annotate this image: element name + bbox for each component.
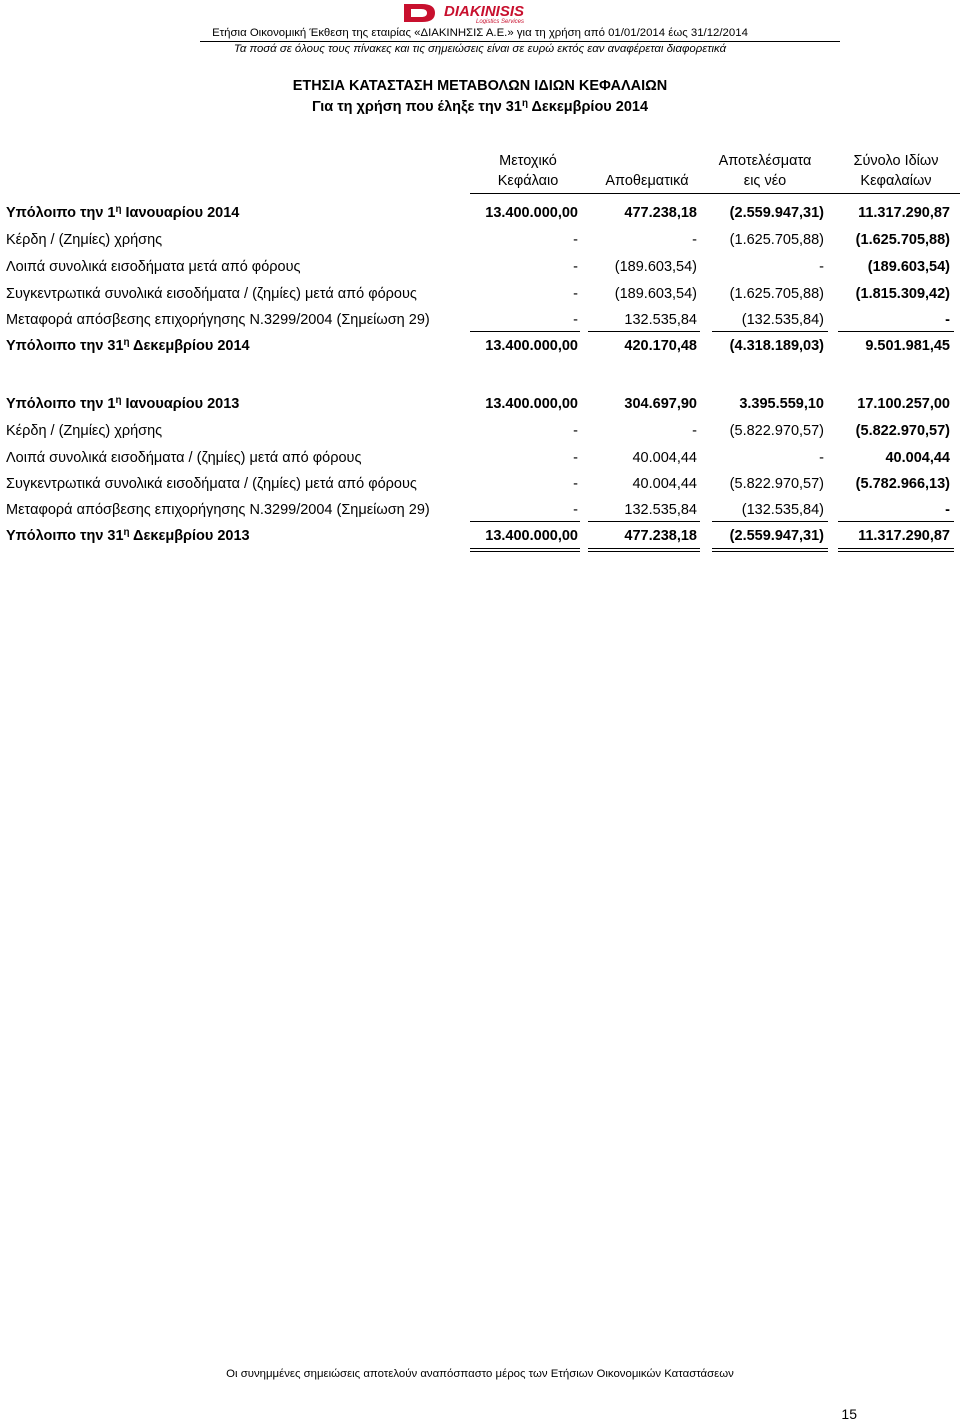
total-underline bbox=[712, 548, 828, 549]
cell-share-capital: - bbox=[573, 259, 578, 275]
cell-retained-earnings: - bbox=[819, 259, 824, 275]
total-underline bbox=[588, 548, 700, 549]
cell-share-capital: - bbox=[573, 423, 578, 439]
row-label: Υπόλοιπο την $31^\eta$ Δεκεμβρίου 2014 bbox=[6, 337, 250, 354]
cell-reserves: 132.535,84 bbox=[624, 502, 697, 518]
logo-wordmark: DIAKINISIS bbox=[444, 3, 525, 20]
row-label: Κέρδη / (Ζημίες) χρήσης bbox=[6, 232, 163, 248]
row-label: Υπόλοιπο την $1^\eta$ Ιανουαρίου 2013 bbox=[6, 395, 240, 412]
table-row bbox=[0, 474, 960, 494]
total-underline bbox=[588, 551, 700, 552]
row-label: Συγκεντρωτικά συνολικά εισοδήματα / (ζημίες) μετά από φόρους bbox=[6, 286, 417, 302]
cell-share-capital: - bbox=[573, 232, 578, 248]
cell-retained-earnings: (1.625.705,88) bbox=[729, 286, 824, 302]
cell-reserves: 40.004,44 bbox=[632, 450, 697, 466]
total-underline bbox=[470, 548, 580, 549]
cell-total-equity: (1.815.309,42) bbox=[855, 286, 950, 302]
cell-total-equity: - bbox=[945, 502, 950, 518]
cell-reserves: (189.603,54) bbox=[614, 286, 697, 302]
row-label: Συγκεντρωτικά συνολικά εισοδήματα / (ζημίες) μετά από φόρους bbox=[6, 476, 417, 492]
table-row bbox=[0, 230, 960, 250]
table-row bbox=[0, 394, 960, 414]
cell-share-capital: 13.400.000,00 bbox=[485, 338, 578, 354]
cell-reserves: 40.004,44 bbox=[632, 476, 697, 492]
subtotal-rule bbox=[588, 521, 700, 522]
cell-retained-earnings: (2.559.947,31) bbox=[729, 205, 824, 221]
total-underline bbox=[470, 551, 580, 552]
cell-reserves: - bbox=[692, 423, 697, 439]
row-label: Λοιπά συνολικά εισοδήματα μετά από φόρους bbox=[6, 259, 301, 275]
row-label: Λοιπά συνολικά εισοδήματα / (ζημίες) μετά από φόρους bbox=[6, 450, 362, 466]
col-header-share-capital: Μετοχικό Κεφάλαιο bbox=[497, 153, 559, 189]
row-label: Μεταφορά απόσβεσης επιχορήγησης Ν.3299/2004 (Σημείωση 29) bbox=[6, 502, 430, 518]
row-label: Μεταφορά απόσβεσης επιχορήγησης Ν.3299/2004 (Σημείωση 29) bbox=[6, 312, 430, 328]
subtotal-rule bbox=[712, 521, 828, 522]
cell-retained-earnings: (2.559.947,31) bbox=[729, 528, 824, 544]
logo-tagline: Logistics Services bbox=[476, 19, 525, 24]
statement-title: ΕΤΗΣΙΑ ΚΑΤΑΣΤΑΣΗ ΜΕΤΑΒΟΛΩΝ ΙΔΙΩΝ ΚΕΦΑΛΑΙΩΝ bbox=[292, 78, 668, 94]
total-underline bbox=[838, 551, 954, 552]
cell-share-capital: - bbox=[573, 450, 578, 466]
table-row bbox=[0, 448, 960, 468]
cell-retained-earnings: (5.822.970,57) bbox=[729, 476, 824, 492]
total-underline bbox=[838, 548, 954, 549]
subtotal-rule bbox=[470, 521, 580, 522]
cell-retained-earnings: 3.395.559,10 bbox=[739, 396, 824, 412]
table-row bbox=[0, 203, 960, 223]
cell-share-capital: 13.400.000,00 bbox=[485, 396, 578, 412]
subtotal-rule bbox=[838, 331, 954, 332]
cell-reserves: 420.170,48 bbox=[624, 338, 697, 354]
subtotal-rule bbox=[838, 521, 954, 522]
cell-total-equity: (189.603,54) bbox=[867, 259, 950, 275]
diakinisis-logo bbox=[402, 2, 562, 24]
subtotal-rule bbox=[712, 331, 828, 332]
cell-total-equity: (5.822.970,57) bbox=[855, 423, 950, 439]
table-row bbox=[0, 284, 960, 304]
row-label: Υπόλοιπο την $1^\eta$ Ιανουαρίου 2014 bbox=[6, 204, 240, 221]
header-underline bbox=[470, 193, 960, 194]
cell-share-capital: 13.400.000,00 bbox=[485, 205, 578, 221]
cell-reserves: 304.697,90 bbox=[624, 396, 697, 412]
col-header-total-equity: Σύνολο Ιδίων Κεφαλαίων bbox=[853, 153, 939, 189]
page-footer-note: Οι συνημμένες σημειώσεις αποτελούν αναπόσπαστο μέρος των Ετήσιων Οικονομικών Καταστάσεων bbox=[226, 1368, 734, 1380]
cell-total-equity: 11.317.290,87 bbox=[858, 205, 950, 221]
table-row bbox=[0, 336, 960, 356]
cell-retained-earnings: - bbox=[819, 450, 824, 466]
subtotal-rule bbox=[470, 331, 580, 332]
table-row bbox=[0, 500, 960, 520]
table-row bbox=[0, 257, 960, 277]
col-header-reserves: Αποθεματικά bbox=[605, 173, 689, 189]
row-label: Υπόλοιπο την $31^\eta$ Δεκεμβρίου 2013 bbox=[6, 527, 250, 544]
cell-total-equity: 40.004,44 bbox=[885, 450, 950, 466]
cell-retained-earnings: (4.318.189,03) bbox=[729, 338, 824, 354]
cell-share-capital: - bbox=[573, 312, 578, 328]
cell-total-equity: - bbox=[945, 312, 950, 328]
cell-share-capital: - bbox=[573, 286, 578, 302]
cell-retained-earnings: (5.822.970,57) bbox=[729, 423, 824, 439]
cell-share-capital: - bbox=[573, 476, 578, 492]
cell-retained-earnings: (132.535,84) bbox=[741, 312, 824, 328]
table-row bbox=[0, 526, 960, 546]
cell-share-capital: - bbox=[573, 502, 578, 518]
statement-subtitle: Για τη χρήση που έληξε την $31^\eta$ Δεκεμβρίου 2014 bbox=[311, 98, 649, 115]
cell-share-capital: 13.400.000,00 bbox=[485, 528, 578, 544]
subtotal-rule bbox=[588, 331, 700, 332]
row-label: Κέρδη / (Ζημίες) χρήσης bbox=[6, 423, 163, 439]
cell-reserves: 132.535,84 bbox=[624, 312, 697, 328]
cell-reserves: 477.238,18 bbox=[624, 528, 697, 544]
cell-reserves: (189.603,54) bbox=[614, 259, 697, 275]
cell-total-equity: (1.625.705,88) bbox=[855, 232, 950, 248]
cell-total-equity: 17.100.257,00 bbox=[857, 396, 950, 412]
table-row bbox=[0, 421, 960, 441]
table-row bbox=[0, 310, 960, 330]
col-header-retained-earnings: Αποτελέσματα εις νέο bbox=[718, 153, 812, 189]
cell-reserves: 477.238,18 bbox=[624, 205, 697, 221]
cell-retained-earnings: (132.535,84) bbox=[741, 502, 824, 518]
header-divider bbox=[200, 41, 840, 42]
total-underline bbox=[712, 551, 828, 552]
report-header-title: Ετήσια Οικονομική Έκθεση της εταιρίας «ΔΙΑΚΙΝΗΣΙΣ Α.Ε.» για τη χρήση από 01/01/2014 έως 31/12/2014 bbox=[212, 27, 748, 39]
cell-total-equity: (5.782.966,13) bbox=[855, 476, 950, 492]
cell-reserves: - bbox=[692, 232, 697, 248]
page-number: 15 bbox=[841, 1406, 857, 1422]
report-header-note: Τα ποσά σε όλους τους πίνακες και τις σημειώσεις είναι σε ευρώ εκτός εαν αναφέρεται διαφορετικά bbox=[233, 43, 727, 55]
cell-total-equity: 9.501.981,45 bbox=[865, 338, 950, 354]
cell-retained-earnings: (1.625.705,88) bbox=[729, 232, 824, 248]
cell-total-equity: 11.317.290,87 bbox=[858, 528, 950, 544]
